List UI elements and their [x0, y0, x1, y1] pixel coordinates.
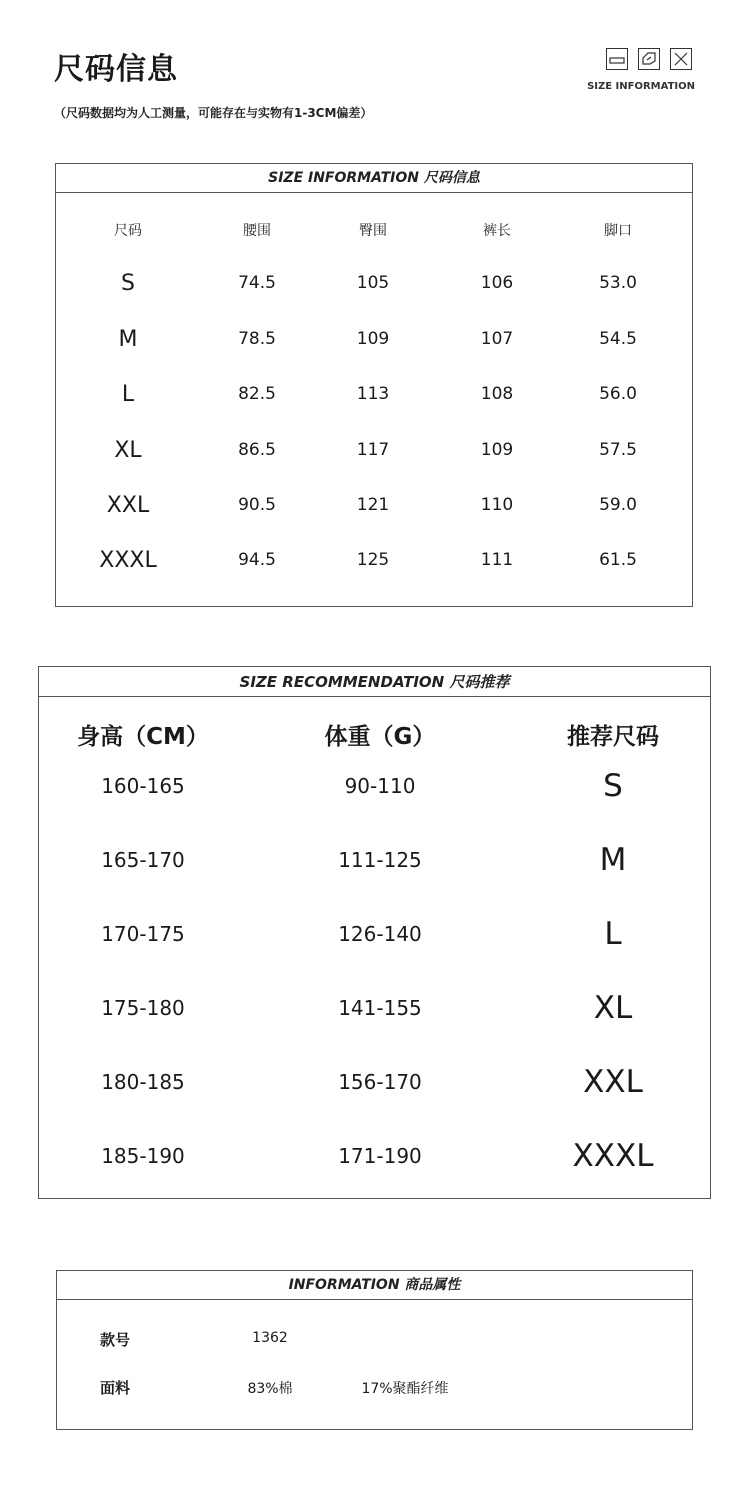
attribute-value: 17%聚酯纤维 — [361, 1381, 449, 1397]
measurement-cell: 125 — [356, 550, 390, 570]
measurement-cell: 82.5 — [238, 384, 276, 404]
attribute-label: 款号 — [99, 1331, 130, 1349]
window-controls — [606, 48, 694, 72]
column-header: 裤长 — [483, 223, 511, 239]
measurement-cell: 59.0 — [599, 495, 637, 515]
measurement-cell: 54.5 — [599, 329, 637, 349]
height-range: 185-190 — [101, 1144, 185, 1168]
measurement-cell: 107 — [480, 329, 514, 349]
recommended-size: S — [603, 768, 623, 804]
column-header: 体重（G） — [324, 724, 436, 750]
measurement-cell: 110 — [480, 495, 514, 515]
measurement-cell: 94.5 — [238, 550, 276, 570]
attribute-label: 面料 — [99, 1379, 130, 1397]
measurement-cell: 53.0 — [599, 273, 637, 293]
measurement-cell: 61.5 — [599, 550, 637, 570]
column-header: 尺码 — [114, 223, 142, 239]
size-label: L — [121, 382, 135, 407]
weight-range: 90-110 — [344, 774, 416, 798]
size-label: XL — [114, 438, 142, 463]
size-label: S — [121, 271, 135, 296]
size-label: XXXL — [99, 548, 157, 573]
size-label: M — [118, 327, 138, 352]
window-label: SIZE INFORMATION — [587, 81, 695, 92]
height-range: 165-170 — [101, 848, 185, 872]
size-recommendation-title: SIZE RECOMMENDATION 尺码推荐 — [39, 667, 710, 697]
recommended-size: M — [599, 842, 627, 878]
minimize-icon — [606, 48, 628, 70]
attribute-value: 83%棉 — [247, 1381, 293, 1397]
weight-range: 126-140 — [338, 922, 422, 946]
size-information-title: SIZE INFORMATION 尺码信息 — [56, 164, 692, 193]
weight-range: 111-125 — [338, 848, 422, 872]
column-header: 臀围 — [359, 223, 387, 239]
measurement-cell: 56.0 — [599, 384, 637, 404]
product-information-title: INFORMATION 商品属性 — [57, 1271, 692, 1300]
measurement-cell: 109 — [480, 440, 514, 460]
recommended-size: XXL — [583, 1064, 643, 1100]
height-range: 175-180 — [101, 996, 185, 1020]
measurement-cell: 78.5 — [238, 329, 276, 349]
column-header: 身高（CM） — [77, 724, 209, 750]
height-range: 170-175 — [101, 922, 185, 946]
column-header: 脚口 — [604, 223, 632, 239]
weight-range: 156-170 — [338, 1070, 422, 1094]
close-icon — [670, 48, 692, 70]
measurement-cell: 117 — [356, 440, 390, 460]
measurement-cell: 105 — [356, 273, 390, 293]
measurement-cell: 109 — [356, 329, 390, 349]
measurement-cell: 86.5 — [238, 440, 276, 460]
column-header: 推荐尺码 — [567, 724, 659, 750]
measurement-cell: 74.5 — [238, 273, 276, 293]
attribute-value: 1362 — [252, 1330, 288, 1346]
measurement-note: （尺码数据均为人工测量，可能存在与实物有1-3CM偏差） — [54, 106, 373, 120]
weight-range: 141-155 — [338, 996, 422, 1020]
measurement-cell: 106 — [480, 273, 514, 293]
measurement-cell: 113 — [356, 384, 390, 404]
measurement-cell: 90.5 — [238, 495, 276, 515]
recommended-size: XL — [593, 990, 633, 1026]
restore-icon — [638, 48, 660, 70]
measurement-cell: 121 — [356, 495, 390, 515]
recommended-size: L — [604, 916, 622, 952]
product-information-panel — [56, 1270, 693, 1430]
height-range: 180-185 — [101, 1070, 185, 1094]
measurement-cell: 108 — [480, 384, 514, 404]
recommended-size: XXXL — [572, 1138, 654, 1174]
measurement-cell: 111 — [480, 550, 514, 570]
column-header: 腰围 — [243, 223, 271, 239]
measurement-cell: 57.5 — [599, 440, 637, 460]
page-title: 尺码信息 — [54, 52, 178, 87]
weight-range: 171-190 — [338, 1144, 422, 1168]
size-label: XXL — [106, 493, 150, 518]
height-range: 160-165 — [101, 774, 185, 798]
